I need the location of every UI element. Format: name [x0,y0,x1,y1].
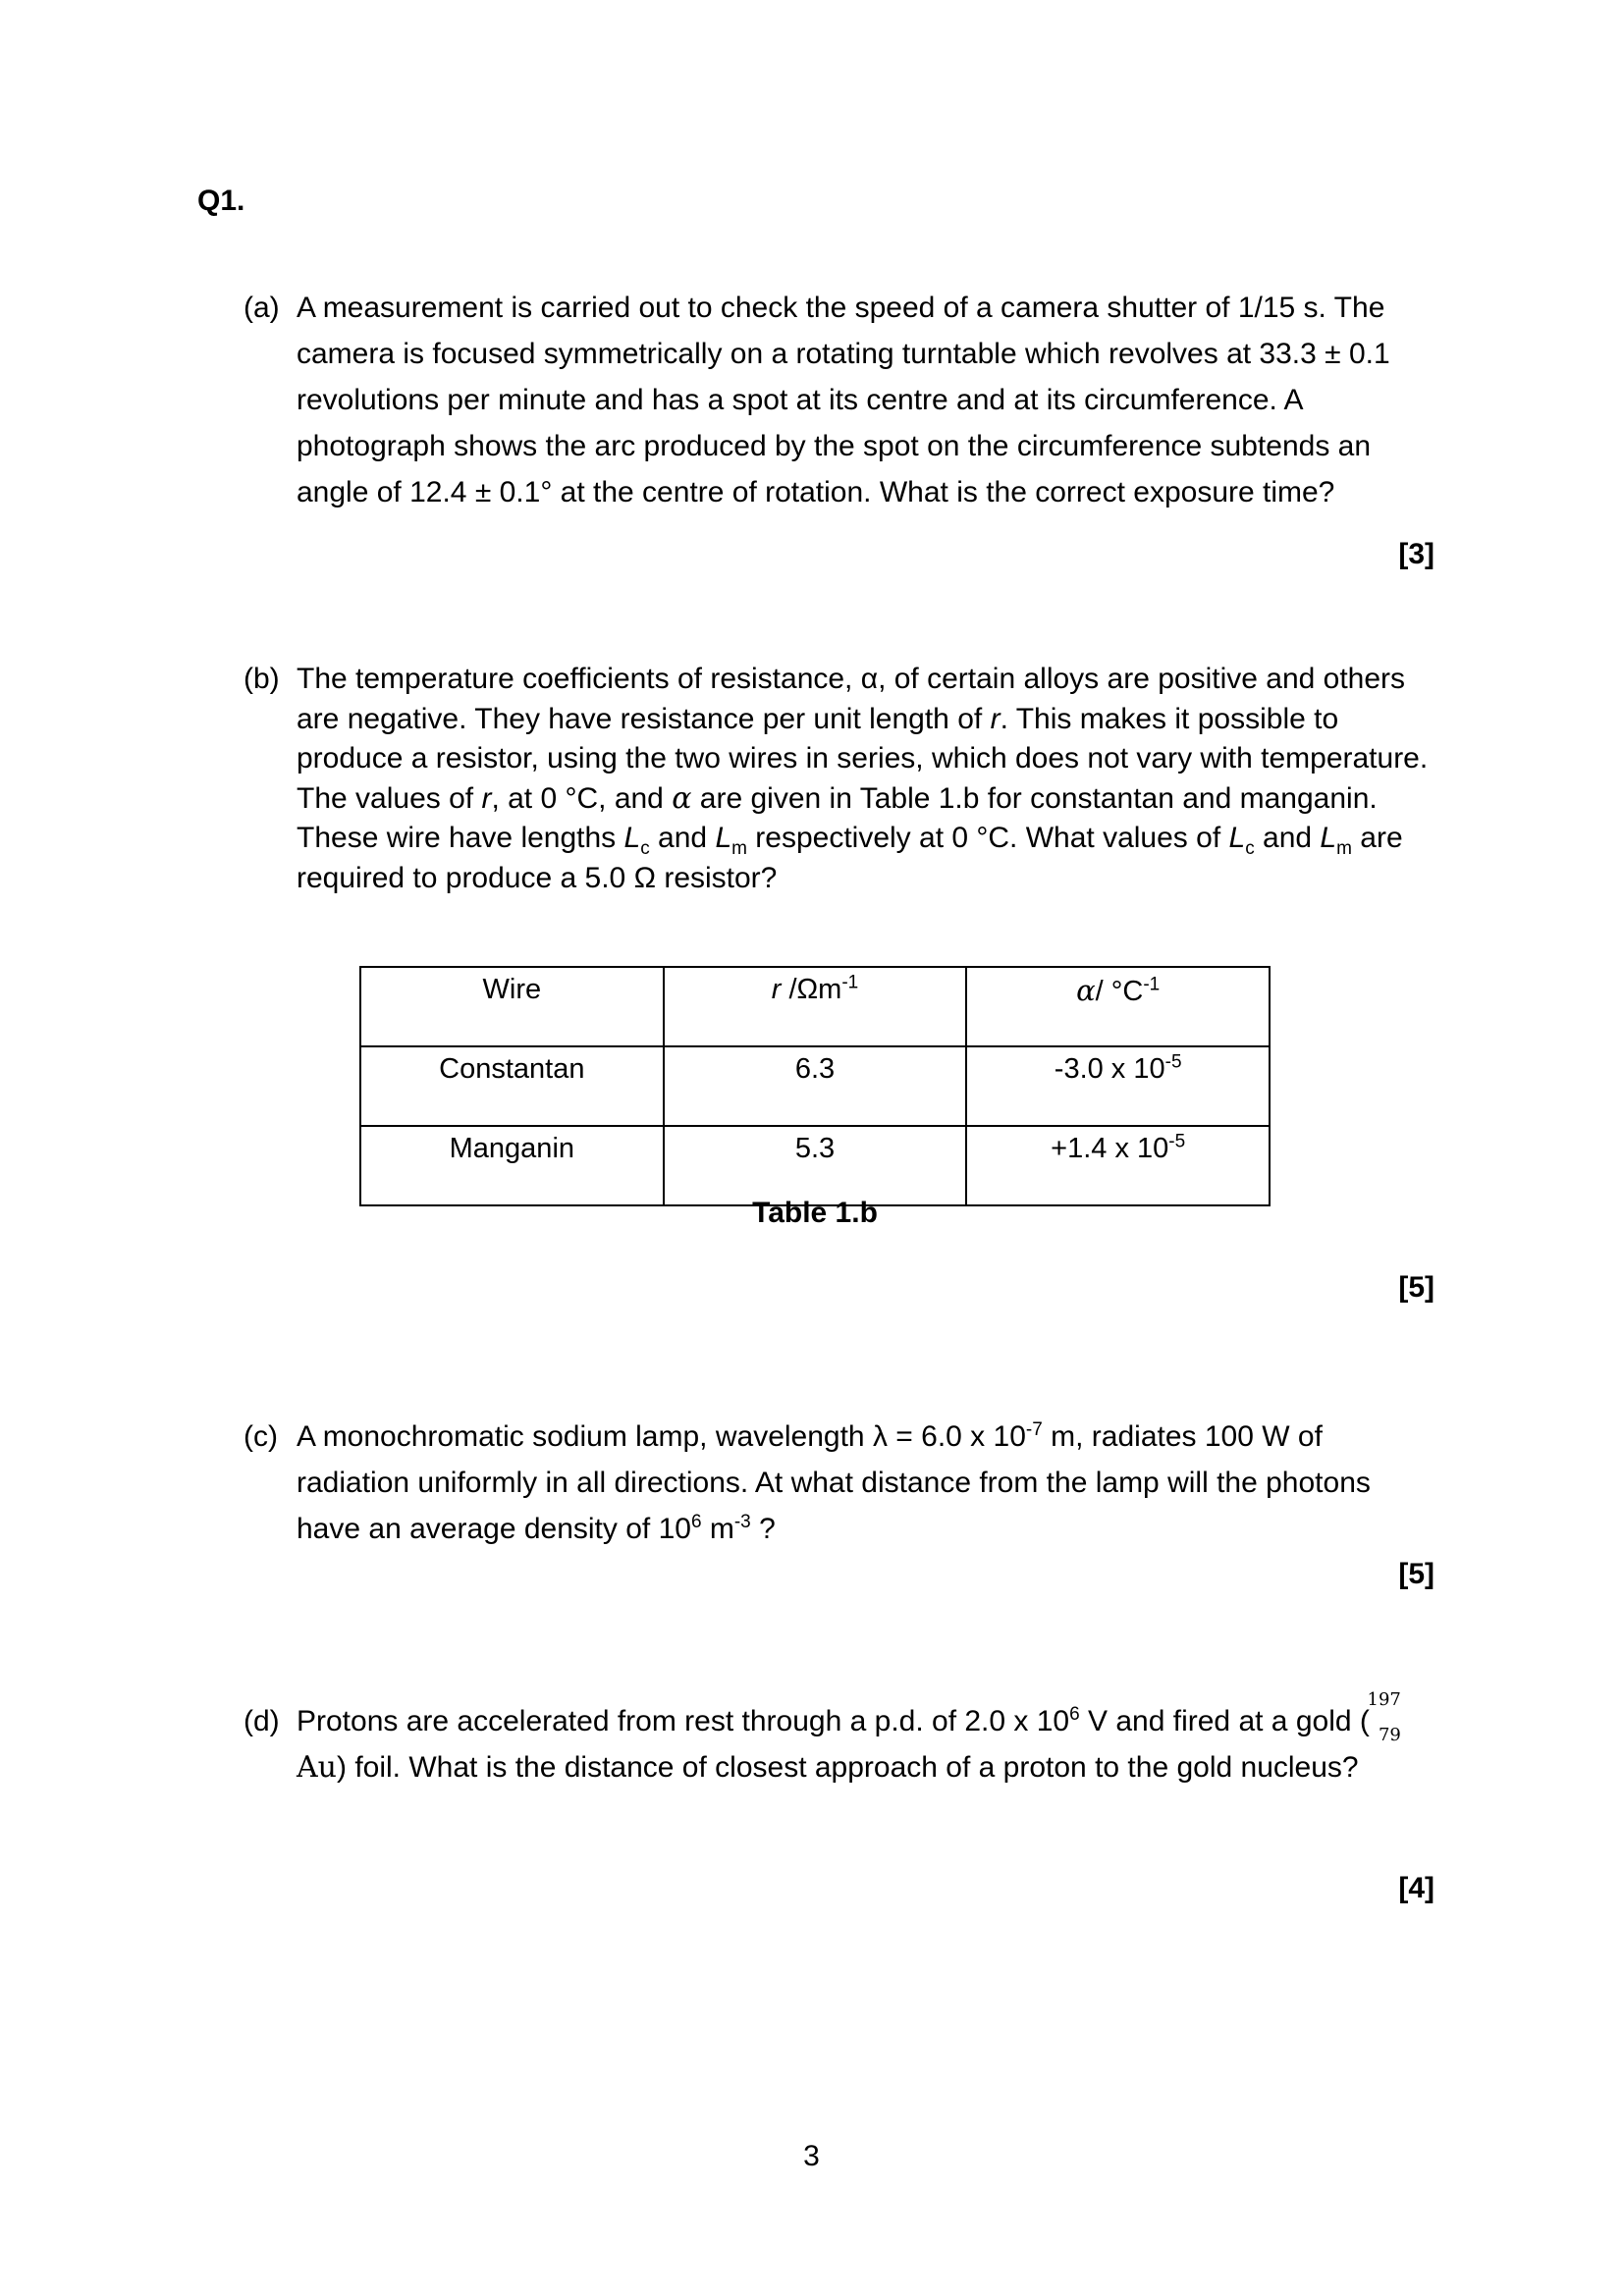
part-c-text-2: m, radiates 100 W of radiation uniformly in all directions. At what distance from the lamp will the photons have an average density of 10 [297,1420,1371,1545]
question-title: Q1. [197,185,245,217]
table-cell-alpha [966,1126,1270,1205]
var-l: L [715,822,732,854]
table-header-wire: Wire [360,967,664,1046]
part-d-text-3: ) foil. What is the distance of closest approach of a proton to the gold nucleus? [337,1751,1359,1784]
part-b-text-2: . This makes it possible to produce a resistor, using the two wires in series, which does not vary with temperature. The values of [297,702,1429,815]
part-b-text-6: respectively at 0 °C. What values of [746,822,1229,854]
table-header-alpha [966,967,1270,1046]
nuclide-symbol: Au [297,1750,337,1785]
part-a-text: A measurement is carried out to check the speed of a camera shutter of 1/15 s. The camera is focused symmetrically on a rotating turntable which revolves at 33.3 ± 0.1 revolutions per minute and has a spot at its centre and at its circumference. A photograph shows the arc produced by the spot on the circumference subtends an angle of 12.4 ± 0.1° at the centre of rotation. What is the correct exposure time? [297,292,1390,508]
alpha-exponent: -5 [1164,1051,1182,1073]
unit-exponent: -1 [841,972,859,993]
table-header-r [664,967,967,1046]
part-d-marks: [4] [1398,1872,1434,1904]
nuclide-mass-number: 197 [1367,1689,1401,1710]
part-d-text-2: V and fired at a gold ( [1079,1705,1370,1737]
part-b-marks: [5] [1398,1271,1434,1304]
part-c [243,1414,1441,1552]
subscript-m: m [1336,838,1352,859]
part-b-text [297,660,1441,898]
table-cell-r: 6.3 [664,1046,967,1126]
table-cell-wire: Manganin [360,1126,664,1205]
table-caption: Table 1.b [752,1197,878,1229]
var-alpha: α [1076,974,1096,1007]
part-b-text-4: are given in Table 1.b for constantan and manganin. These wire have lengths [297,781,1378,854]
nuclide-notation [1367,1689,1401,1745]
table-header-row [360,967,1270,1046]
table-row [360,1126,1270,1205]
part-b [243,660,1441,898]
alpha-base: -3.0 x 10 [1054,1053,1165,1085]
part-c-text [297,1414,1441,1552]
table-row [360,1046,1270,1126]
part-b-text-8: are required to produce a 5.0 Ω resistor? [297,822,1403,894]
var-r: r [771,974,782,1005]
exponent: -7 [1025,1419,1043,1440]
part-b-label: (b) [243,663,280,695]
subscript-m: m [731,838,747,859]
unit-exponent: -1 [1143,974,1161,995]
part-d-label: (d) [243,1705,280,1737]
var-l: L [623,822,641,854]
var-alpha: α [672,780,692,816]
part-b-text-5: and [649,822,716,854]
page-number: 3 [803,2140,820,2172]
unit-text: / °C [1095,976,1144,1007]
table-cell-wire: Constantan [360,1046,664,1126]
var-r: r [990,702,1001,735]
table-cell-r: 5.3 [664,1126,967,1205]
part-b-text-3: , at 0 °C, and [491,781,673,815]
var-r: r [481,781,492,815]
part-b-text-7: and [1254,822,1321,854]
part-c-text-3: m [701,1513,734,1545]
alpha-base: +1.4 x 10 [1051,1133,1169,1164]
part-a-label: (a) [243,292,280,324]
var-l: L [1228,822,1246,854]
nuclide-atomic-number: 79 [1378,1725,1401,1745]
exponent: 6 [1069,1704,1080,1725]
part-d [243,1689,1441,1790]
table-cell-alpha [966,1046,1270,1126]
exponent: -3 [733,1512,751,1532]
unit-text: /Ωm [781,974,842,1005]
part-a [243,285,1441,515]
part-d-text-1: Protons are accelerated from rest through a p.d. of 2.0 x 10 [297,1705,1070,1737]
part-d-text [297,1689,1441,1790]
part-c-label: (c) [243,1420,278,1453]
part-c-text-1: A monochromatic sodium lamp, wavelength λ = 6.0 x 10 [297,1420,1026,1453]
alpha-exponent: -5 [1168,1131,1186,1152]
part-a-marks: [3] [1398,538,1434,570]
part-c-marks: [5] [1398,1558,1434,1590]
subscript-c: c [640,838,650,859]
subscript-c: c [1245,838,1255,859]
resistance-table [359,966,1271,1206]
part-c-text-4: ? [750,1513,776,1545]
part-b-text-1: The temperature coefficients of resistance, α, of certain alloys are positive and others are negative. They have resistance per unit length of [297,663,1406,735]
exponent: 6 [690,1512,702,1532]
var-l: L [1320,822,1337,854]
